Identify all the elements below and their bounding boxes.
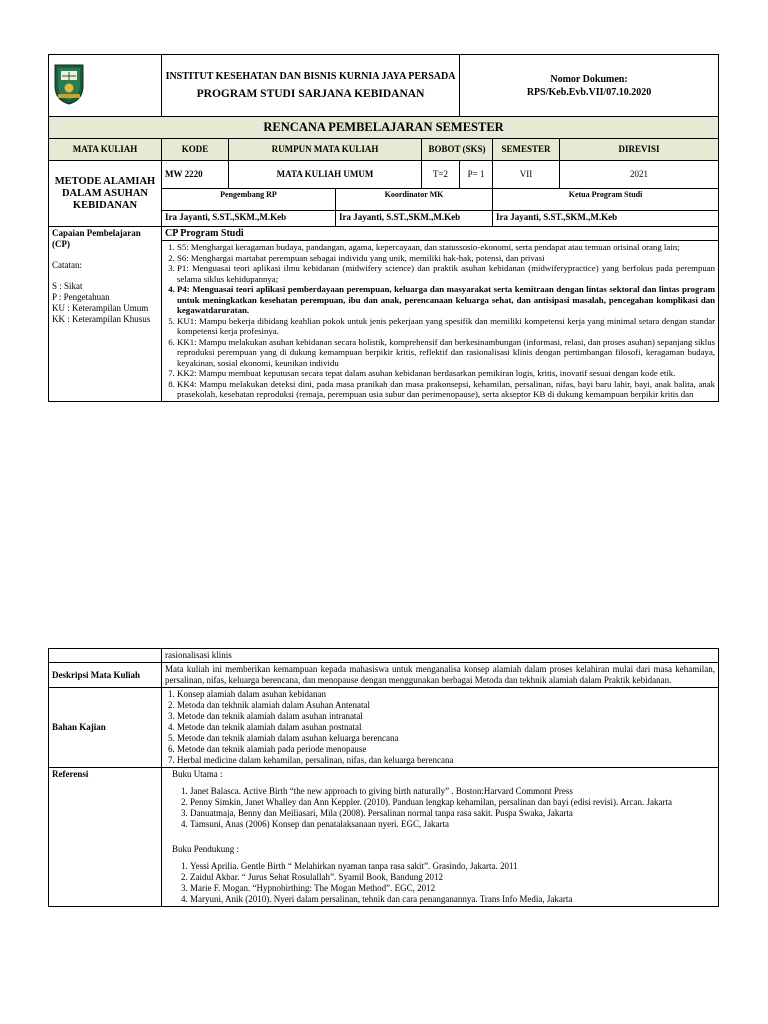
document-number: RPS/Keb.Evb.VII/07.10.2020: [526, 86, 652, 98]
rps-detail-table: [48, 648, 719, 907]
document-number-cell: [460, 55, 719, 117]
reference-item: 2. Penny Simkin, Janet Whalley dan Ann Keppler. (2010). Panduan lengkap kehamilan, persalinan dan bayi (edisi revisi). Arcan. Jakarta: [190, 797, 715, 808]
cp-heading: CP Program Studi: [162, 227, 719, 241]
cp-item: 4. P4: Menguasai teori aplikasi pemberdayaan perempuan, keluarga dan masyarakat serta kemitraan dengan lintas sektoral dan lintas program untuk meningkatkan kesehatan perempuan, ibu dan anak, perencanaan keluarga sehat, dan antisipasi masalah, pencegahan komplikasi dan kegawatdaruratan.: [177, 284, 715, 316]
bahan-label: Bahan Kajian: [49, 688, 162, 768]
cp-note: KK : Keterampilan Khusus: [52, 314, 151, 324]
buku-pendukung-list: [172, 861, 715, 905]
course-code: MW 2220: [162, 161, 229, 189]
bahan-item: 3. Metode dan teknik alamiah dalam asuhan intranatal: [177, 711, 715, 722]
referensi-label: Referensi: [49, 768, 162, 907]
continuation-left: [49, 649, 162, 663]
pengembang-label: Pengembang RP: [162, 189, 336, 211]
course-name: METODE ALAMIAH DALAM ASUHAN KEBIDANAN: [49, 161, 162, 227]
col-direvisi: DIREVISI: [560, 139, 719, 161]
ketua-name: Ira Jayanti, S.ST.,SKM.,M.Keb: [493, 211, 719, 227]
institute-logo-icon: [52, 62, 86, 106]
cp-item: 5. KU1: Mampu bekerja dibidang keahlian pokok untuk jenis pekerjaan yang spesifik dan memiliki kompetensi kerja yang minimal setara dengan standar kompetensi kerja profesinya.: [177, 316, 715, 337]
cp-note: P : Pengetahuan: [52, 292, 110, 302]
bahan-item: 1. Konsep alamiah dalam asuhan kebidanan: [177, 689, 715, 700]
referensi-cell: [162, 768, 719, 907]
bahan-item: 6. Metode dan teknik alamiah pada periode menopause: [177, 744, 715, 755]
bahan-item: 7. Herbal medicine dalam kehamilan, persalinan, nifas, dan keluarga berencana: [177, 755, 715, 766]
reference-item: 1. Yessi Aprilia. Gentle Birth “ Melahirkan nyaman tanpa rasa sakit”. Grasindo, Jakarta. 2011: [190, 861, 715, 872]
reference-item: 4. Tamsuni, Anas (2006) Konsep dan penatalaksanaan nyeri. EGC, Jakarta: [190, 819, 715, 830]
col-bobot: BOBOT (SKS): [422, 139, 493, 161]
cp-label: Capaian Pembelajaran (CP): [52, 228, 141, 249]
bahan-item: 5. Metode dan teknik alamiah dalam asuhan keluarga berencana: [177, 733, 715, 744]
cp-item: 1. S5: Menghargai keragaman budaya, pandangan, agama, kepercayaan, dan statussosio-ekonomi, serta pendapat atau temuan orisinal orang lain;: [177, 242, 715, 253]
cp-item: 2. S6: Menghargai martabat perempuan sebagai individu yang unik, memiliki hak-hak, potensi, dan privasi: [177, 253, 715, 264]
course-rumpun: MATA KULIAH UMUM: [229, 161, 422, 189]
rps-title: RENCANA PEMBELAJARAN SEMESTER: [49, 117, 719, 139]
bahan-cell: [162, 688, 719, 768]
col-semester: SEMESTER: [493, 139, 560, 161]
deskripsi-label: Deskripsi Mata Kuliah: [49, 663, 162, 688]
document-number-label: Nomor Dokumen:: [550, 73, 628, 85]
col-mata-kuliah: MATA KULIAH: [49, 139, 162, 161]
reference-item: 2. Zaidul Akbar. “ Jurus Sehat Rosulallah”. Syamil Book, Bandung 2012: [190, 872, 715, 883]
reference-item: 4. Maryuni, Anik (2010). Nyeri dalam persalinan, tehnik dan cara penanganannya. Trans Info Media, Jakarta: [190, 894, 715, 905]
program-name: PROGRAM STUDI SARJANA KEBIDANAN: [196, 88, 425, 100]
rps-header-table: [48, 54, 719, 402]
cp-item: 3. P1: Menguasai teori aplikasi ilmu kebidanan (midwifery science) dan praktik asuhan kebidanan (midwiferypractice) yang berfokus pada perempuan selama siklus kehidupannya;: [177, 263, 715, 284]
cp-item: 8. KK4: Mampu melakukan deteksi dini, pada masa pranikah dan masa prakonsepsi, kehamilan, persalinan, nifas, bayi baru lahir, bayi, anak balita, anak prasekolah, kesehatan reproduksi (remaja, perempuan usia subur dan perimenopause), serta akseptor KB di dukung kemampuan berpikir kritis dan: [177, 379, 715, 400]
bahan-item: 2. Metoda dan tekhnik alamiah dalam Asuhan Antenatal: [177, 700, 715, 711]
deskripsi-text: Mata kuliah ini memberikan kemampuan kepada mahasiswa untuk menganalisa konsep alamiah dalam proses kelahiran mulai dari masa kehamilan, persalinan, nifas, keluarga berencana, dan menopause dengan menggunakan berbagai Metoda dan tekhnik alamiah dalam Praktik kebidanan.: [162, 663, 719, 688]
course-sks-theory: T=2: [422, 161, 460, 189]
cp-continuation: rasionalisasi klinis: [162, 649, 719, 663]
ketua-label: Ketua Program Studi: [493, 189, 719, 211]
cp-item: 6. KK1: Mampu melakukan asuhan kebidanan secara holistik, komprehensif dan berkesinambungan (informasi, relasi, dan proses asuhan) sepanjang siklus reproduksi perempuan yang di dukung kemampuan berpikir kritis, reflektif dan rasionalisasi klinis dengan pertimbangan filosofi, keragaman budaya, keyakinan, sosial ekonomi, keunikan individu: [177, 337, 715, 369]
cp-list: [165, 242, 715, 400]
col-kode: KODE: [162, 139, 229, 161]
bahan-list: [165, 689, 715, 766]
pengembang-name: Ira Jayanti, S.ST.,SKM.,M.Keb: [162, 211, 336, 227]
course-sks-practice: P= 1: [460, 161, 493, 189]
cp-catatan: Catatan:: [52, 260, 82, 270]
cp-list-cell: [162, 241, 719, 402]
reference-item: 1. Janet Balasca. Active Birth “the new approach to giving birth naturally” . Boston:Harvard Commont Press: [190, 786, 715, 797]
course-revised: 2021: [560, 161, 719, 189]
bahan-item: 4. Metode dan teknik alamiah dalam asuhan postnatal: [177, 722, 715, 733]
cp-note: S : Sikat: [52, 281, 83, 291]
koordinator-name: Ira Jayanti, S.ST.,SKM.,M.Keb: [336, 211, 493, 227]
course-semester: VII: [493, 161, 560, 189]
logo-cell: [49, 55, 162, 117]
cp-note: KU : Keterampilan Umum: [52, 303, 149, 313]
institute-header-cell: [162, 55, 460, 117]
koordinator-label: Koordinator MK: [336, 189, 493, 211]
col-rumpun: RUMPUN MATA KULIAH: [229, 139, 422, 161]
buku-utama-label: Buku Utama :: [172, 769, 223, 779]
cp-item: 7. KK2: Mampu membuat keputusan secara tepat dalam asuhan kebidanan berdasarkan pemikiran logis, kritis, inovatif sesuai dengan kode etik.: [177, 368, 715, 379]
institute-name: INSTITUT KESEHATAN DAN BISNIS KURNIA JAYA PERSADA: [165, 71, 456, 82]
cp-sidebar: [49, 227, 162, 402]
reference-item: 3. Danuatmaja, Benny dan Meiliasari, Mila (2008). Persalinan normal tanpa rasa sakit. Puspa Swaka, Jakarta: [190, 808, 715, 819]
reference-item: 3. Marie F. Mogan. “Hypnobirthing: The Mogan Method”. EGC, 2012: [190, 883, 715, 894]
buku-pendukung-label: Buku Pendukung :: [172, 844, 240, 854]
buku-utama-list: [172, 786, 715, 830]
